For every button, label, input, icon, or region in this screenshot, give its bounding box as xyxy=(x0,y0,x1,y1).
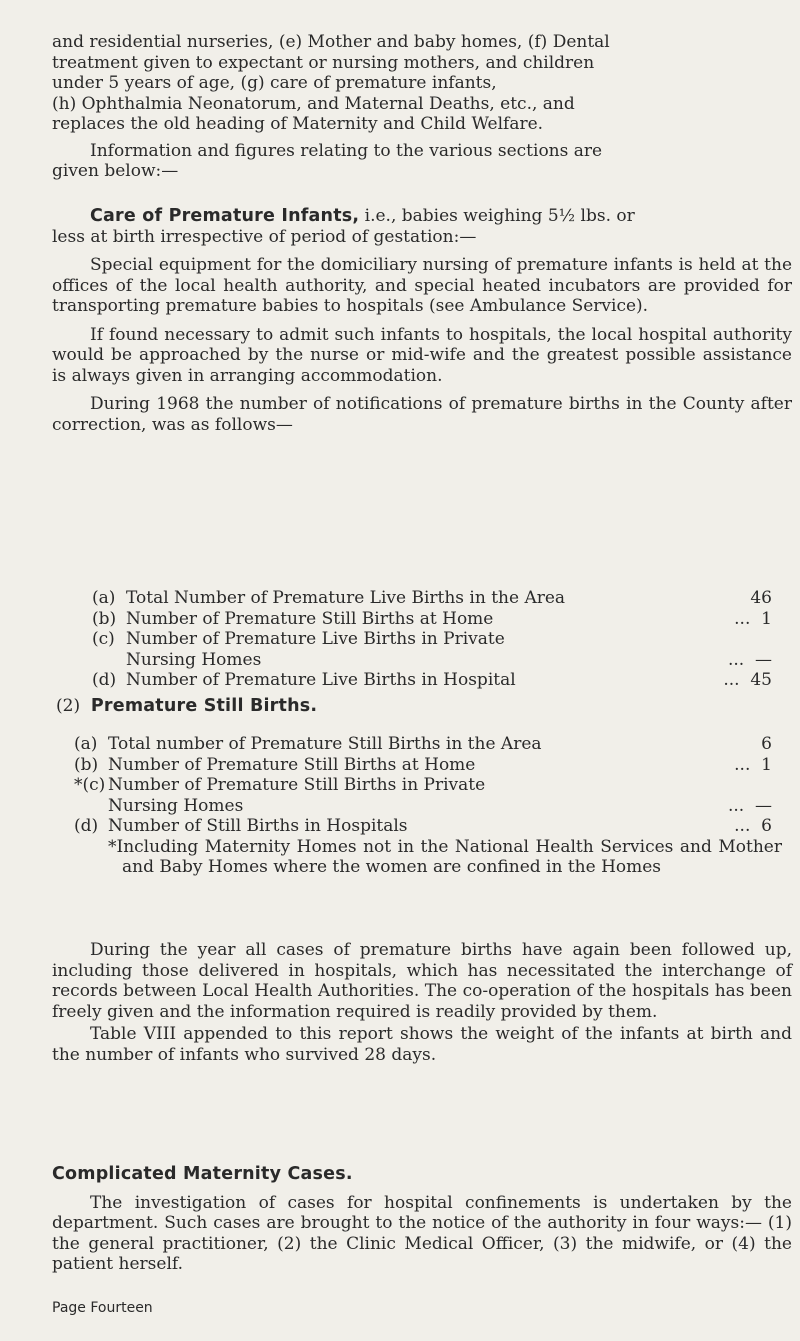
item-value: 1 xyxy=(761,754,772,775)
item-label: *(c) xyxy=(74,775,106,795)
item-label: (d) xyxy=(92,670,117,690)
item-text: Number of Premature Still Births at Home xyxy=(108,754,476,775)
section-number: (2) xyxy=(56,696,81,716)
item-text: Nursing Homes xyxy=(126,649,262,670)
item-value-group xyxy=(728,796,772,817)
info-line: given below:— xyxy=(52,161,179,181)
intro-section xyxy=(52,32,792,182)
follow-up-section xyxy=(52,940,792,1065)
care-heading: Care of Premature Infants, xyxy=(90,206,360,226)
item-value: — xyxy=(755,795,772,816)
item-text: Number of Premature Live Births in Private xyxy=(126,629,505,649)
live-births-list xyxy=(92,588,782,691)
complicated-heading: Complicated Maternity Cases. xyxy=(52,1164,353,1184)
care-paragraph: During 1968 the number of notifications of premature births in the County after correction, was as follows— xyxy=(52,394,792,435)
care-heading-rest: i.e., babies weighing 5½ lbs. or xyxy=(359,206,635,226)
list-item xyxy=(92,588,782,609)
intro-line: and residential nurseries, (e) Mother and baby homes, (f) Dental xyxy=(52,32,610,52)
item-value: 45 xyxy=(750,670,772,690)
care-heading-line2: less at birth irrespective of period of gestation:— xyxy=(52,226,477,247)
item-text: Number of Premature Still Births at Home xyxy=(126,608,494,629)
intro-line: under 5 years of age, (g) care of premature infants, xyxy=(52,73,497,93)
still-births-heading: Premature Still Births. xyxy=(90,696,318,716)
still-births-list xyxy=(74,734,782,878)
list-item xyxy=(92,629,782,650)
item-text: Number of Premature Still Births in Private xyxy=(108,775,486,795)
item-value-group xyxy=(723,670,772,691)
item-value: 6 xyxy=(761,734,772,754)
item-value: 1 xyxy=(761,608,772,629)
item-text: Nursing Homes xyxy=(108,795,244,816)
page-footer: Page Fourteen xyxy=(52,1300,153,1316)
item-value-group xyxy=(728,650,772,671)
list-item xyxy=(74,755,782,776)
complicated-paragraph: The investigation of cases for hospital confinements is undertaken by the department. Such cases are brought to the notice of the authority in four ways:— (1) the general practitioner, (2) the Clinic Medical Officer, (3) the midwife, or (4) the patient herself. xyxy=(52,1192,792,1274)
item-dots: ... xyxy=(723,670,740,690)
list-item xyxy=(92,609,782,630)
item-value-group xyxy=(734,755,772,776)
item-value: 46 xyxy=(750,588,772,608)
follow-up-paragraph: During the year all cases of premature births have again been followed up, including those delivered in hospitals, which has necessitated the interchange of records between Local Health Authorities. The co-operation of the hospitals has been freely given and the information required is readily provided by them. xyxy=(52,940,792,1022)
item-value-group xyxy=(734,816,772,837)
item-label: (b) xyxy=(74,754,99,775)
list-item xyxy=(74,734,782,755)
care-paragraph: Special equipment for the domiciliary nursing of premature infants is held at the offices of the local health authority, and special heated incubators are provided for transporting premature babies to hospitals (see Ambulance Service). xyxy=(52,255,792,316)
list-item xyxy=(74,816,782,837)
item-value: 6 xyxy=(761,816,772,836)
item-label: (a) xyxy=(92,588,116,608)
item-dots: ... xyxy=(734,754,751,775)
table-note-paragraph: Table VIII appended to this report shows the weight of the infants at birth and the number of infants who survived 28 days. xyxy=(52,1024,792,1065)
intro-line: treatment given to expectant or nursing mothers, and children xyxy=(52,52,595,73)
care-paragraph: If found necessary to admit such infants to hospitals, the local hospital authority would be approached by the nurse or mid-wife and the greatest possible assistance is always given in arranging accommodation. xyxy=(52,324,792,386)
item-dots: ... xyxy=(734,816,751,836)
item-text: Number of Still Births in Hospitals xyxy=(108,816,408,836)
complicated-section xyxy=(52,1164,792,1275)
item-label: (b) xyxy=(92,608,117,629)
list-item xyxy=(92,670,782,691)
intro-line: (h) Ophthalmia Neonatorum, and Maternal Deaths, etc., and xyxy=(52,93,575,114)
item-label: (d) xyxy=(74,816,99,836)
info-line: Information and figures relating to the various sections are xyxy=(90,140,603,161)
item-value-group xyxy=(734,609,772,630)
item-text: Total Number of Premature Live Births in the Area xyxy=(126,588,566,608)
list-item xyxy=(74,775,782,796)
item-label: (c) xyxy=(92,629,115,649)
item-text: Number of Premature Live Births in Hospital xyxy=(126,670,516,690)
item-label: (a) xyxy=(74,734,98,754)
care-heading-line xyxy=(52,206,792,227)
intro-line: replaces the old heading of Maternity and Child Welfare. xyxy=(52,114,544,134)
footnote: *Including Maternity Homes not in the National Health Services and Mother and Baby Homes where the women are confined in the Homes xyxy=(108,836,782,877)
item-dots: ... xyxy=(727,795,745,816)
care-section xyxy=(52,206,792,435)
still-births-heading-line xyxy=(56,696,786,717)
item-dots: ... xyxy=(727,649,745,670)
list-item-continuation xyxy=(92,650,782,671)
item-text: Total number of Premature Still Births in the Area xyxy=(108,734,542,754)
item-value: — xyxy=(755,649,772,670)
item-dots: ... xyxy=(734,608,751,629)
list-item-continuation xyxy=(74,796,782,817)
